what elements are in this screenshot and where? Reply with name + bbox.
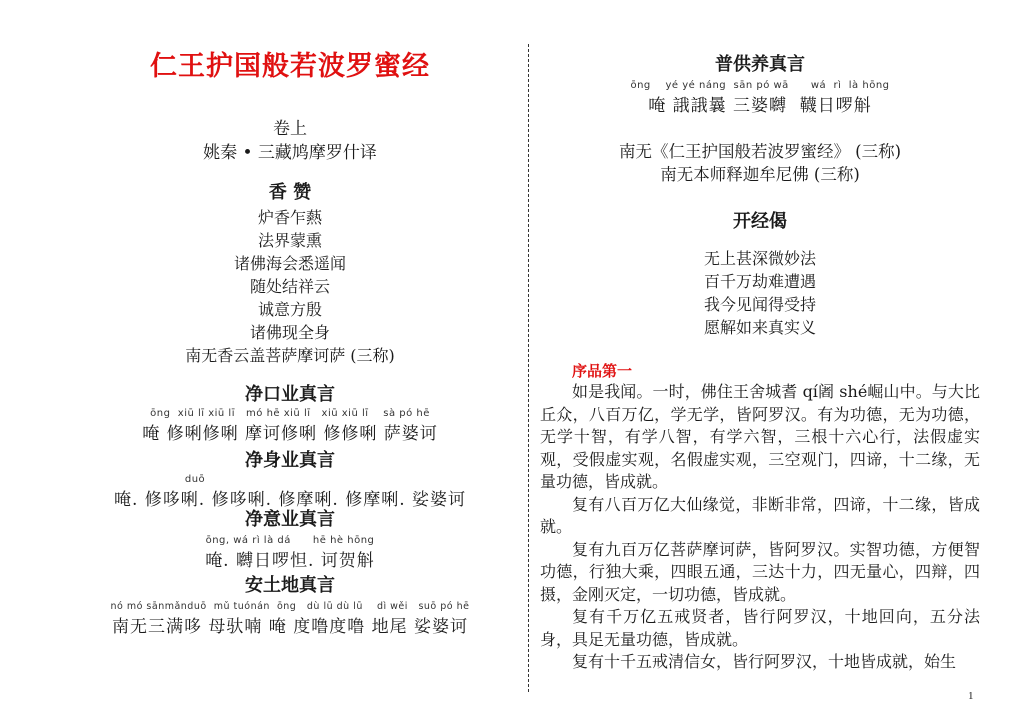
- translator-line: 姚秦 • 三藏鸠摩罗什译: [203, 143, 377, 163]
- earth-mantra-block: [60, 571, 520, 637]
- offering-mantra-text: 唵 誐誐曩 三婆嚩 韈日啰斛: [648, 96, 872, 116]
- chapter-paragraph: 复有九百万亿菩萨摩诃萨，皆阿罗汉。实智功德，方便智功德，行独大乘，四眼五通，三达十力，四无量心，四辩，四摄，金刚灭定，一切功德，皆成就。: [540, 539, 980, 604]
- chapter-paragraph: 复有八百万亿大仙缘觉，非断非常，四谛，十二缘，皆成就。: [540, 494, 980, 536]
- sutra-title: 仁王护国般若波罗蜜经: [150, 51, 430, 82]
- opening-verse-line: 愿解如来真实义: [703, 318, 816, 337]
- mouth-mantra-block: [60, 380, 520, 444]
- right-column: [540, 0, 980, 724]
- incense-heading: 香 赞: [268, 182, 312, 203]
- opening-verse-line: 我今见闻得受持: [703, 295, 816, 314]
- opening-verse-block: [540, 207, 980, 339]
- chapter-paragraph: 复有千万亿五戒贤者，皆行阿罗汉，十地回向，五分法身，具足无量功德，皆成就。: [540, 607, 980, 649]
- page-number: 1: [968, 690, 974, 702]
- offering-mantra-block: [540, 50, 980, 116]
- earth-mantra-pinyin: nó mó sānmǎnduō mǔ tuónán ōng dù lū dù lū dì wěi suō pó hē: [110, 601, 470, 612]
- chapter-one: [540, 360, 980, 674]
- offering-heading: 普供养真言: [715, 54, 805, 75]
- homage-sutra-line: 南无《仁王护国般若波罗蜜经》 (三称): [618, 142, 902, 161]
- chapter-heading: 序品第一: [572, 362, 633, 380]
- incense-line: 法界蒙熏: [257, 231, 322, 250]
- mind-mantra-heading: 净意业真言: [245, 509, 335, 530]
- incense-line: 炉香乍爇: [257, 208, 322, 227]
- incense-line: 随处结祥云: [249, 277, 330, 296]
- left-column: [60, 0, 520, 724]
- incense-praise: [60, 178, 520, 367]
- chapter-paragraph: 如是我闻。一时，佛住王舍城耆 qí阇 shé崛山中。与大比丘众，八百万亿，学无学，皆阿罗汉。有为功德，无为功德，无学十智，有学八智，有学六智，三根十六心行，法假虚实观，受假虚实观，名假虚实观，三空观门，四谛，十二缘，无量功德，皆成就。: [540, 382, 980, 491]
- opening-verse-heading: 开经偈: [733, 211, 787, 232]
- body-mantra-text: 唵. 修哆唎. 修哆唎. 修摩唎. 修摩唎. 娑婆诃: [113, 490, 467, 510]
- incense-line: 诚意方殷: [257, 300, 322, 319]
- mouth-mantra-text: 唵 修唎修唎 摩诃修唎 修修唎 萨婆诃: [142, 424, 438, 444]
- mind-mantra-block: [60, 505, 520, 571]
- homage-buddha-line: 南无本师释迦牟尼佛 (三称): [660, 165, 860, 184]
- column-divider: [528, 44, 529, 692]
- incense-line: 诸佛海会悉遥闻: [233, 254, 346, 273]
- opening-verse-line: 无上甚深微妙法: [703, 249, 816, 268]
- earth-mantra-heading: 安土地真言: [245, 575, 335, 596]
- earth-mantra-text: 南无三满哆 母驮喃 唵 度噜度噜 地尾 娑婆诃: [111, 617, 469, 637]
- body-mantra-block: [60, 446, 520, 510]
- chapter-paragraph: 复有十千五戒清信女，皆行阿罗汉，十地皆成就，始生: [572, 652, 957, 671]
- mouth-mantra-heading: 净口业真言: [245, 384, 335, 405]
- body-mantra-pinyin: duō: [184, 474, 206, 485]
- mind-mantra-pinyin: ōng, wá rì là dá hē hè hōng: [205, 535, 375, 546]
- opening-verse-line: 百千万劫难遭遇: [703, 272, 816, 291]
- mind-mantra-text: 唵. 嚩日啰怛. 诃贺斛: [205, 551, 375, 571]
- volume-label: 卷上: [273, 119, 307, 139]
- incense-line: 诸佛现全身: [249, 323, 330, 342]
- mouth-mantra-pinyin: ōng xiū lī xiū lī mó hē xiū lī xiū xiū lī sà pó hē: [150, 408, 430, 419]
- offering-pinyin: ōng yé yé náng sān pó wā wá rì là hōng: [630, 80, 890, 91]
- body-mantra-heading: 净身业真言: [245, 450, 335, 471]
- incense-line: 南无香云盖菩萨摩诃萨 (三称): [185, 346, 395, 365]
